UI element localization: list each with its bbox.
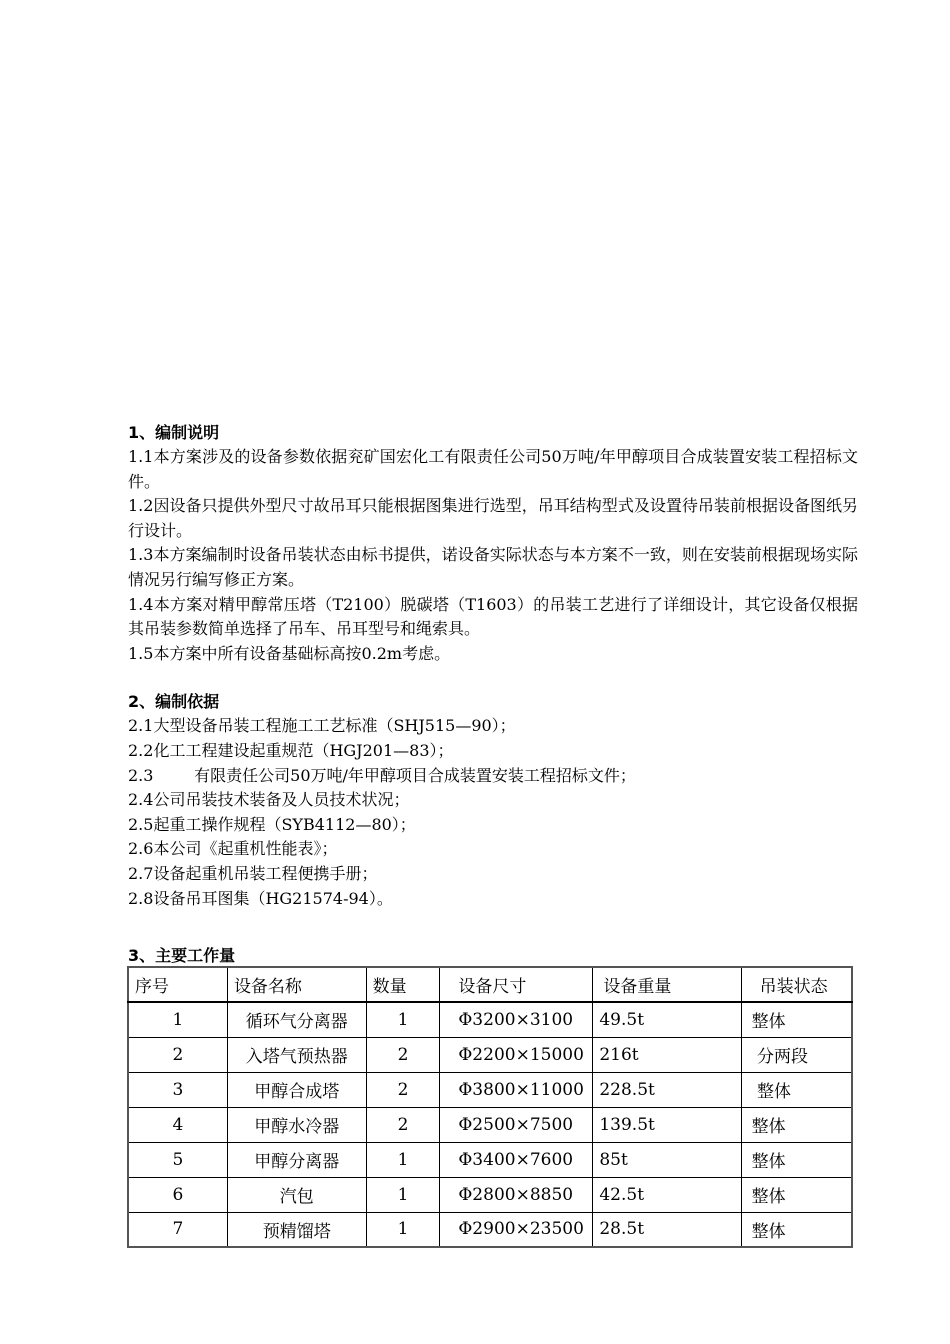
reference-item: 2.7设备起重机吊装工程便携手册；: [128, 863, 378, 883]
paragraph: 1.1本方案涉及的设备参数依据兖矿国宏化工有限责任公司50万吨/年甲醇项目合成装置安装工程招标文件。: [128, 447, 858, 491]
cell-equipment-name: 甲醇合成塔: [227, 1072, 366, 1107]
reference-item: 2.2化工工程建设起重规范（HGJ201—83）；: [128, 740, 454, 760]
reference-item: 2.1大型设备吊装工程施工工艺标准（SHJ515—90）；: [128, 716, 516, 736]
header-cell: 设备尺寸: [440, 967, 593, 1002]
equipment-table: [127, 966, 853, 1248]
cell-equipment-name: 甲醇分离器: [227, 1142, 366, 1177]
document-body: [128, 421, 858, 911]
header-cell: 吊装状态: [741, 967, 852, 1002]
cell-dimensions: Φ2500×7500: [440, 1107, 593, 1142]
reference-item: 2.3 有限责任公司50万吨/年甲醇项目合成装置安装工程招标文件；: [128, 765, 636, 785]
cell-lift-state: 整体: [741, 1072, 852, 1107]
header-cell: 设备重量: [593, 967, 741, 1002]
section-heading-1: 1、编制说明: [128, 423, 220, 442]
cell-equipment-name: 入塔气预热器: [227, 1037, 366, 1072]
reference-item: 2.5起重工操作规程（SYB4112—80）；: [128, 814, 416, 834]
table-row: [128, 1107, 852, 1142]
cell-dimensions: Φ3400×7600: [440, 1142, 593, 1177]
paragraph: 1.3本方案编制时设备吊装状态由标书提供，诺设备实际状态与本方案不一致，则在安装前根据现场实际情况另行编写修正方案。: [128, 545, 858, 589]
cell-equipment-name: 循环气分离器: [227, 1002, 366, 1037]
cell-weight: 216t: [593, 1037, 741, 1072]
cell-weight: 28.5t: [593, 1212, 741, 1247]
table-row: [128, 1002, 852, 1037]
cell-lift-state: 整体: [741, 1177, 852, 1212]
header-cell: 数量: [366, 967, 440, 1002]
cell-quantity: 1: [366, 1212, 440, 1247]
cell-dimensions: Φ2800×8850: [440, 1177, 593, 1212]
section-heading-2: 2、编制依据: [128, 692, 220, 712]
section-heading-3: 3、主要工作量: [128, 946, 236, 965]
cell-weight: 139.5t: [593, 1107, 741, 1142]
cell-index: 5: [128, 1142, 227, 1177]
table-header-row: [128, 967, 852, 1002]
paragraph: 1.4本方案对精甲醇常压塔（T2100）脱碳塔（T1603）的吊装工艺进行了详细设计，其它设备仅根据其吊装参数简单选择了吊车、吊耳型号和绳索具。: [128, 594, 858, 639]
header-cell: 设备名称: [227, 967, 366, 1002]
cell-dimensions: Φ2200×15000: [440, 1037, 593, 1072]
table-row: [128, 1177, 852, 1212]
cell-quantity: 2: [366, 1072, 440, 1107]
table-row: [128, 1072, 852, 1107]
reference-item: 2.8设备吊耳图集（HG21574-94）。: [128, 888, 393, 908]
cell-index: 4: [128, 1107, 227, 1142]
cell-index: 7: [128, 1212, 227, 1247]
cell-lift-state: 整体: [741, 1107, 852, 1142]
cell-lift-state: 整体: [741, 1142, 852, 1177]
cell-quantity: 1: [366, 1002, 440, 1037]
cell-lift-state: 分两段: [741, 1037, 852, 1072]
cell-index: 2: [128, 1037, 227, 1072]
cell-dimensions: Φ3800×11000: [440, 1072, 593, 1107]
header-cell: 序号: [128, 967, 227, 1002]
table-row: [128, 1142, 852, 1177]
cell-quantity: 1: [366, 1142, 440, 1177]
cell-equipment-name: 甲醇水冷器: [227, 1107, 366, 1142]
cell-index: 1: [128, 1002, 227, 1037]
reference-item: 2.6本公司《起重机性能表》；: [128, 839, 338, 859]
cell-index: 3: [128, 1072, 227, 1107]
cell-equipment-name: 预精馏塔: [227, 1212, 366, 1247]
cell-quantity: 2: [366, 1037, 440, 1072]
cell-dimensions: Φ2900×23500: [440, 1212, 593, 1247]
cell-lift-state: 整体: [741, 1212, 852, 1247]
cell-weight: 85t: [593, 1142, 741, 1177]
cell-dimensions: Φ3200×3100: [440, 1002, 593, 1037]
table-row: [128, 1037, 852, 1072]
cell-quantity: 1: [366, 1177, 440, 1212]
cell-lift-state: 整体: [741, 1002, 852, 1037]
table-row: [128, 1212, 852, 1247]
cell-weight: 49.5t: [593, 1002, 741, 1037]
cell-quantity: 2: [366, 1107, 440, 1142]
reference-item: 2.4公司吊装技术装备及人员技术状况；: [128, 790, 410, 810]
cell-weight: 228.5t: [593, 1072, 741, 1107]
paragraph: 1.2因设备只提供外型尺寸故吊耳只能根据图集进行选型，吊耳结构型式及设置待吊装前根据设备图纸另行设计。: [128, 496, 858, 540]
cell-weight: 42.5t: [593, 1177, 741, 1212]
cell-equipment-name: 汽包: [227, 1177, 366, 1212]
paragraph: 1.5本方案中所有设备基础标高按0.2m考虑。: [128, 643, 451, 663]
cell-index: 6: [128, 1177, 227, 1212]
